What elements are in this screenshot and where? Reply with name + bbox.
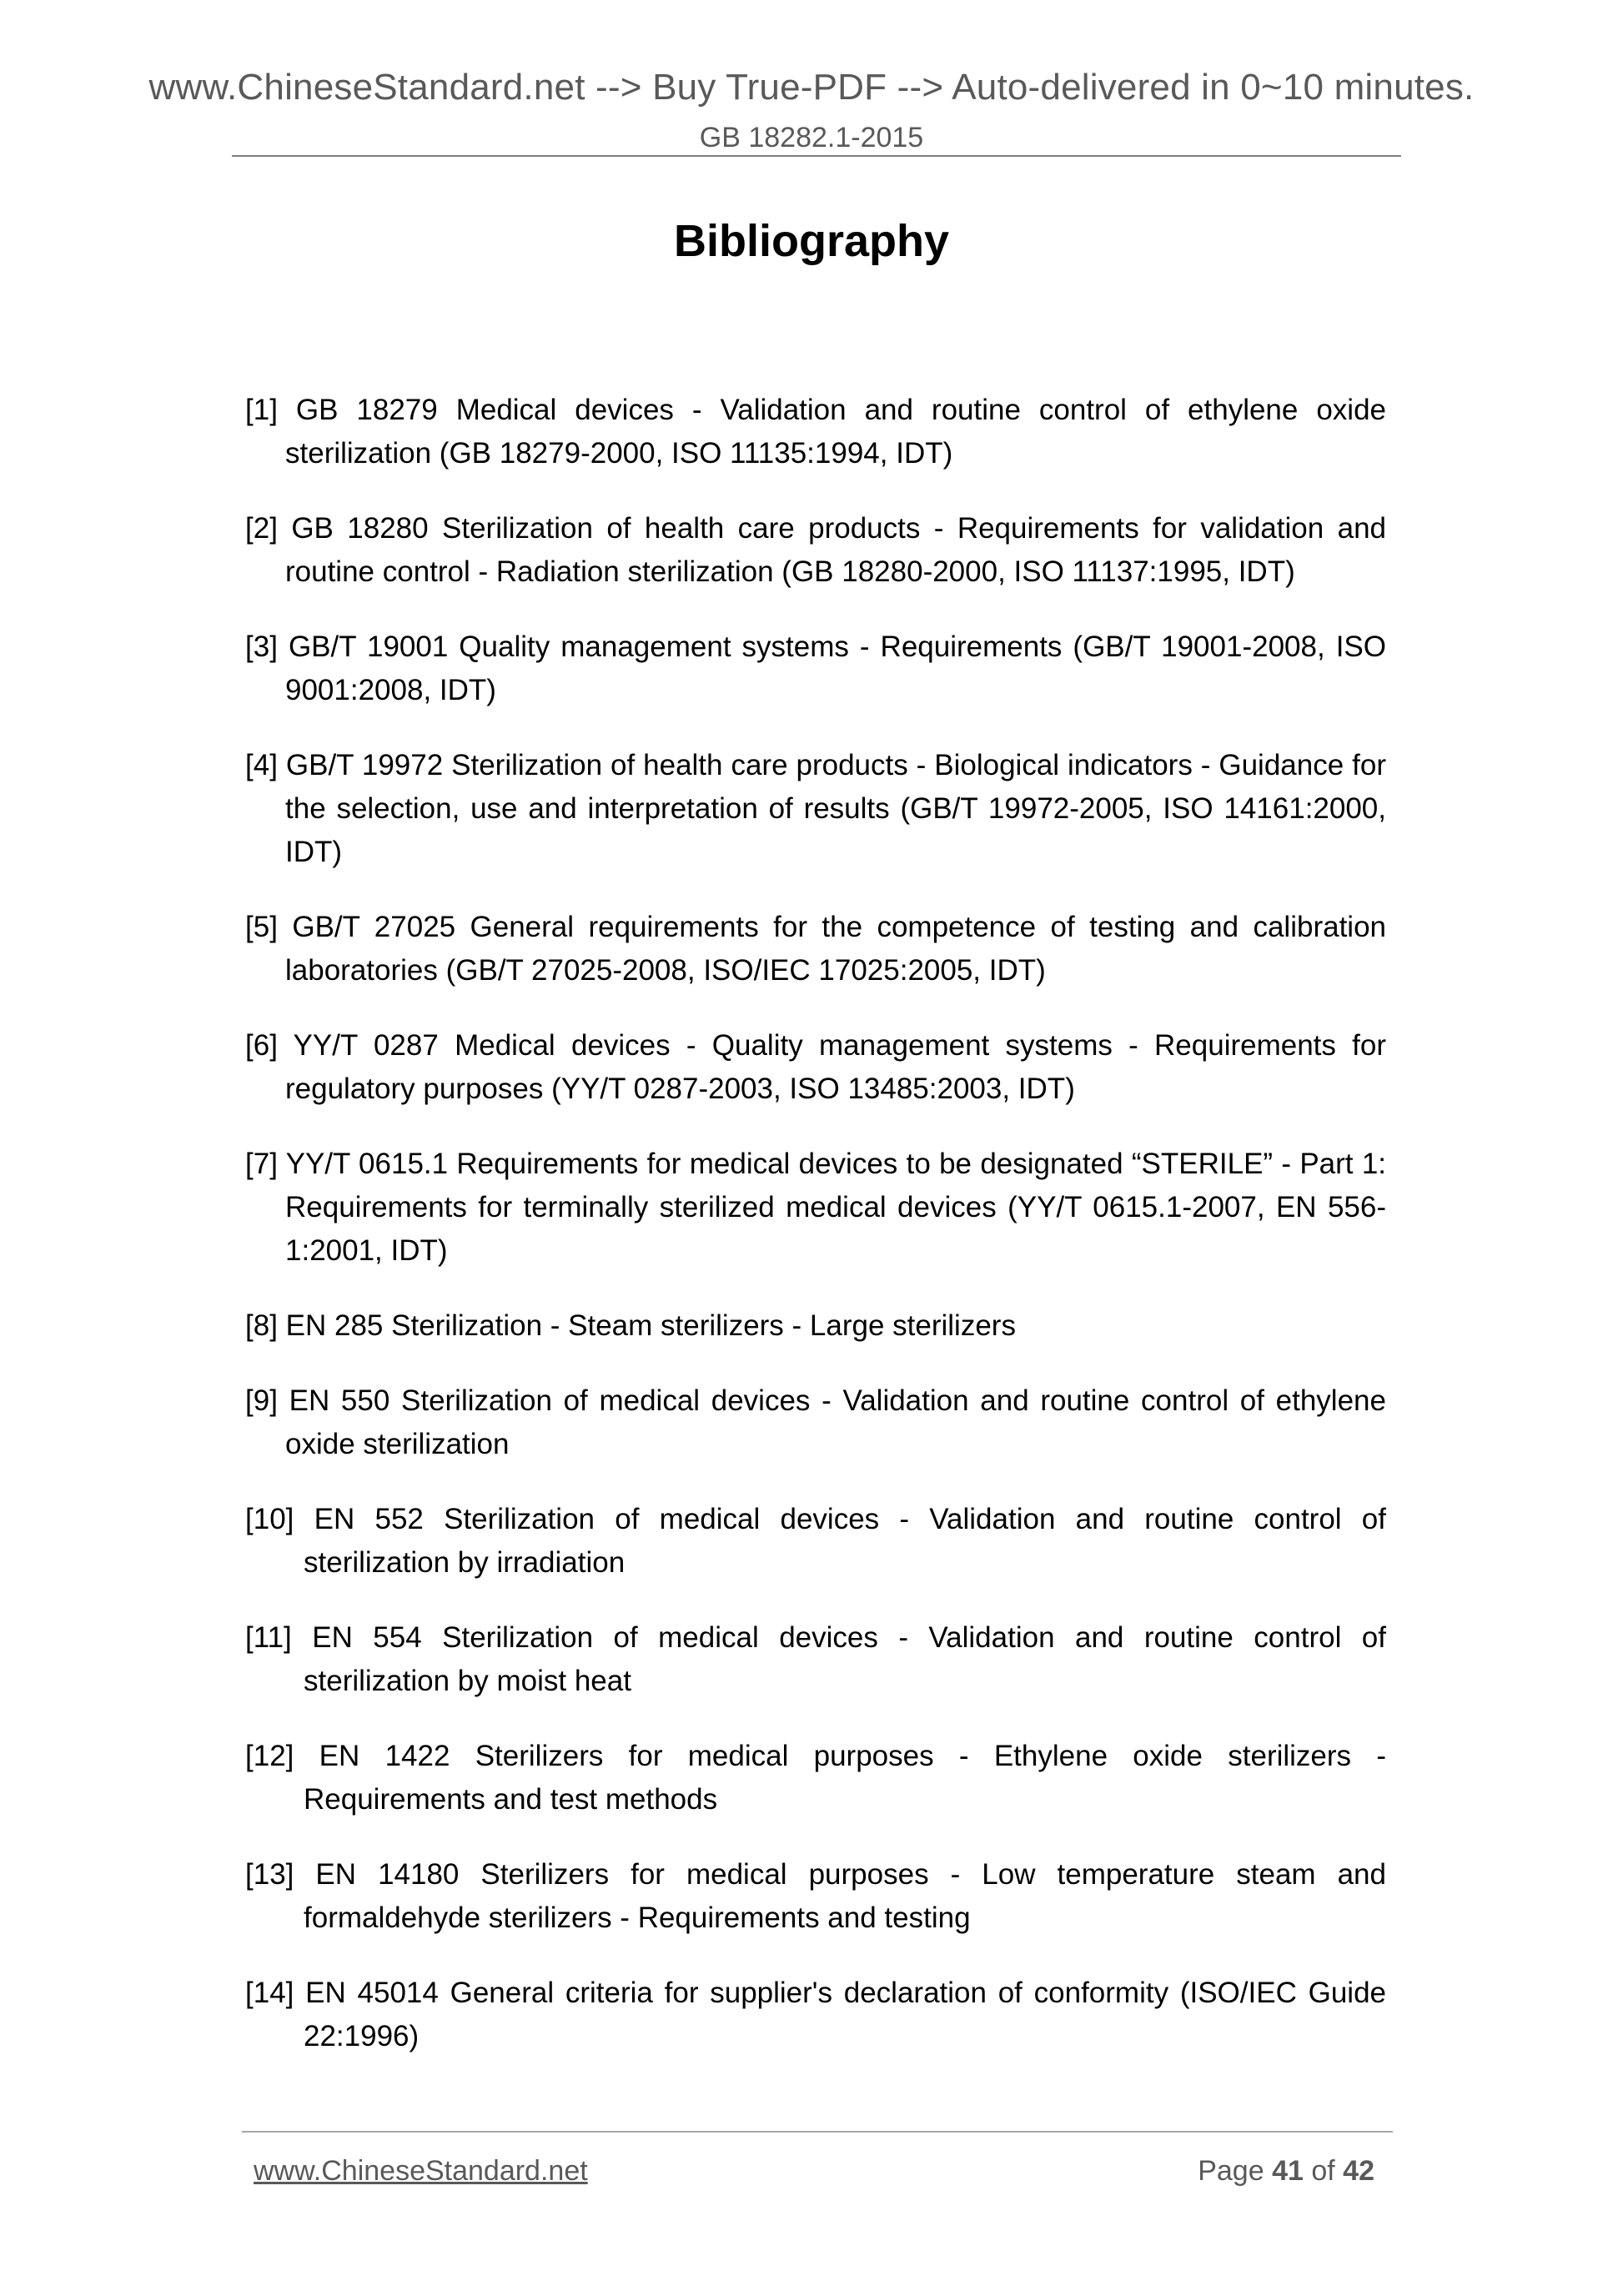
reference-text: EN 14180 Sterilizers for medical purposes - Low temperature steam and formaldehyde sterilizers - Requirements and testing bbox=[304, 1858, 1386, 1934]
page-total: 42 bbox=[1343, 2155, 1374, 2187]
page-title: Bibliography bbox=[673, 216, 949, 266]
reference-number: [2] bbox=[245, 512, 278, 545]
reference-text: EN 552 Sterilization of medical devices - Validation and routine control of sterilization by irradiation bbox=[304, 1503, 1386, 1579]
reference-text: EN 554 Sterilization of medical devices - Validation and routine control of sterilization by moist heat bbox=[304, 1621, 1386, 1697]
reference-item bbox=[245, 1735, 1386, 1821]
reference-item bbox=[245, 1304, 1386, 1348]
reference-text: EN 550 Sterilization of medical devices - Validation and routine control of ethylene oxide sterilization bbox=[285, 1384, 1386, 1460]
reference-item bbox=[245, 389, 1386, 475]
reference-number: [11] bbox=[245, 1621, 292, 1654]
reference-text: EN 1422 Sterilizers for medical purposes - Ethylene oxide sterilizers - Requirements and test methods bbox=[304, 1740, 1386, 1816]
reference-text: GB 18279 Medical devices - Validation and routine control of ethylene oxide sterilization (GB 18279-2000, ISO 11135:1994, IDT) bbox=[285, 394, 1386, 470]
reference-number: [9] bbox=[245, 1384, 278, 1417]
reference-number: [4] bbox=[245, 749, 278, 781]
reference-text: YY/T 0287 Medical devices - Quality management systems - Requirements for regulatory purposes (YY/T 0287-2003, ISO 13485:2003, IDT) bbox=[285, 1029, 1386, 1105]
footer-divider bbox=[242, 2131, 1393, 2133]
reference-number: [6] bbox=[245, 1029, 278, 1062]
reference-number: [12] bbox=[245, 1740, 294, 1772]
reference-item bbox=[245, 1853, 1386, 1940]
top-banner[interactable]: www.ChineseStandard.net --> Buy True-PDF --> Auto-delivered in 0~10 minutes. bbox=[148, 67, 1475, 108]
reference-item bbox=[245, 906, 1386, 992]
reference-item bbox=[245, 744, 1386, 874]
document-code: GB 18282.1-2015 bbox=[699, 122, 924, 153]
reference-item bbox=[245, 1143, 1386, 1273]
reference-item bbox=[245, 1379, 1386, 1466]
reference-text: EN 285 Sterilization - Steam sterilizers - Large sterilizers bbox=[285, 1309, 1016, 1342]
reference-text: GB/T 19001 Quality management systems - Requirements (GB/T 19001-2008, ISO 9001:2008, IDT) bbox=[285, 631, 1386, 706]
page-number bbox=[1198, 2155, 1374, 2188]
reference-text: EN 45014 General criteria for supplier's declaration of conformity (ISO/IEC Guide 22:1996) bbox=[304, 1977, 1386, 2052]
reference-number: [3] bbox=[245, 631, 278, 663]
footer-website-link[interactable]: www.ChineseStandard.net bbox=[254, 2155, 588, 2187]
page-current: 41 bbox=[1272, 2155, 1304, 2187]
reference-item bbox=[245, 1616, 1386, 1703]
page-of: of bbox=[1311, 2155, 1335, 2187]
reference-item bbox=[245, 1498, 1386, 1585]
header-divider bbox=[232, 155, 1401, 157]
reference-number: [14] bbox=[245, 1977, 294, 2009]
reference-text: GB/T 27025 General requirements for the competence of testing and calibration laboratories (GB/T 27025-2008, ISO/IEC 17025:2005, IDT) bbox=[285, 911, 1386, 987]
reference-number: [10] bbox=[245, 1503, 294, 1535]
page-label: Page bbox=[1198, 2155, 1264, 2187]
reference-item bbox=[245, 625, 1386, 712]
reference-number: [5] bbox=[245, 911, 278, 943]
reference-item bbox=[245, 507, 1386, 594]
reference-number: [8] bbox=[245, 1309, 278, 1342]
reference-number: [13] bbox=[245, 1858, 294, 1891]
reference-number: [7] bbox=[245, 1148, 278, 1180]
reference-text: GB 18280 Sterilization of health care products - Requirements for validation and routine control - Radiation sterilization (GB 18280-2000, ISO 11137:1995, IDT) bbox=[285, 512, 1386, 588]
reference-item bbox=[245, 1024, 1386, 1111]
reference-list bbox=[245, 389, 1386, 2090]
reference-number: [1] bbox=[245, 394, 278, 426]
reference-text: GB/T 19972 Sterilization of health care products - Biological indicators - Guidance for the selection, use and interpretation of results (GB/T 19972-2005, ISO 14161:2000, IDT) bbox=[285, 749, 1386, 868]
reference-text: YY/T 0615.1 Requirements for medical devices to be designated “STERILE” - Part 1: Requirements for terminally sterilized medical devices (YY/T 0615.1-2007, EN 556-1:2001, IDT) bbox=[285, 1148, 1387, 1267]
reference-item bbox=[245, 1972, 1386, 2058]
